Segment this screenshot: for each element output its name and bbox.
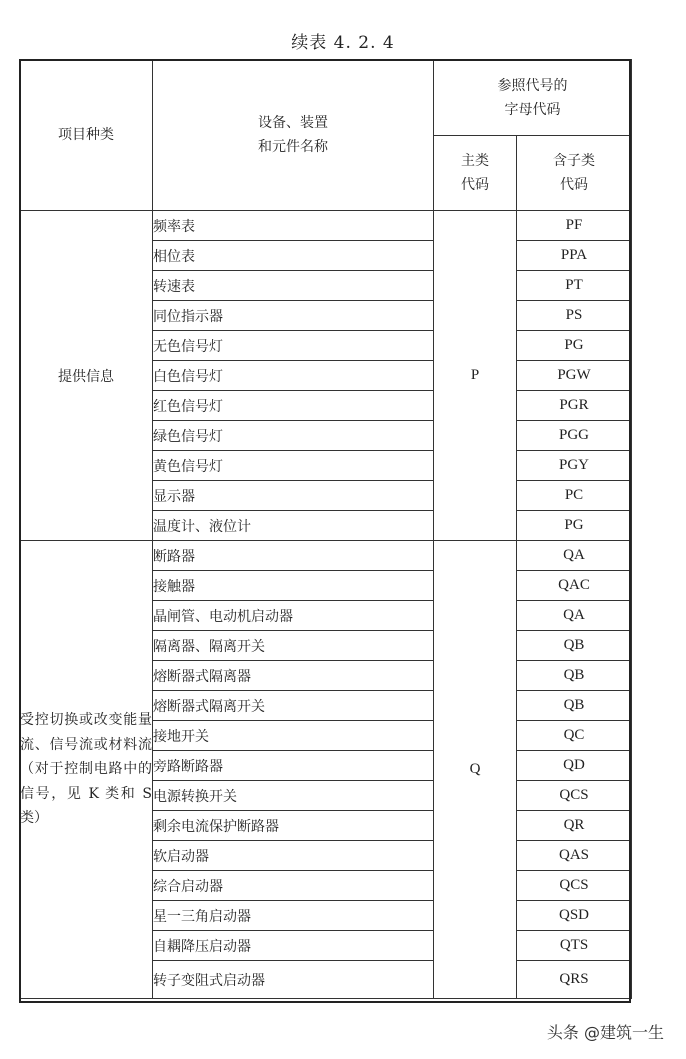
device-name-cell: 相位表: [153, 241, 434, 271]
sub-code-cell: QCS: [517, 871, 632, 901]
sub-code-cell: PS: [517, 301, 632, 331]
device-name-cell: 温度计、液位计: [153, 511, 434, 541]
sub-code-cell: PPA: [517, 241, 632, 271]
sub-code-cell: QTS: [517, 931, 632, 961]
device-name-cell: 频率表: [153, 211, 434, 241]
sub-code-cell: QB: [517, 661, 632, 691]
device-name-cell: 接触器: [153, 571, 434, 601]
device-name-cell: 同位指示器: [153, 301, 434, 331]
device-name-cell: 综合启动器: [153, 871, 434, 901]
device-name-cell: 转子变阻式启动器: [153, 961, 434, 999]
watermark: 头条 @建筑一生: [546, 1023, 664, 1042]
device-name-cell: 电源转换开关: [153, 781, 434, 811]
device-name-cell: 熔断器式隔离开关: [153, 691, 434, 721]
device-name-cell: 熔断器式隔离器: [153, 661, 434, 691]
device-name-cell: 晶闸管、电动机启动器: [153, 601, 434, 631]
sub-code-cell: QB: [517, 691, 632, 721]
sub-code-cell: QAS: [517, 841, 632, 871]
device-name-cell: 白色信号灯: [153, 361, 434, 391]
device-name-cell: 软启动器: [153, 841, 434, 871]
category-cell: 受控切换或改变能量流、信号流或材料流（对于控制电路中的信号，见 K 类和 S类）: [20, 541, 153, 999]
device-name-cell: 星一三角启动器: [153, 901, 434, 931]
device-name-cell: 黄色信号灯: [153, 451, 434, 481]
device-name-cell: 自耦降压启动器: [153, 931, 434, 961]
header-category: 项目种类: [20, 60, 153, 211]
sub-code-cell: PG: [517, 511, 632, 541]
device-name-cell: 剩余电流保护断路器: [153, 811, 434, 841]
device-name-cell: 无色信号灯: [153, 331, 434, 361]
sub-code-cell: QA: [517, 541, 632, 571]
header-main-code: 主类 代码: [434, 136, 517, 211]
device-name-cell: 绿色信号灯: [153, 421, 434, 451]
table-row: [20, 211, 632, 241]
main-code-cell: Q: [434, 541, 517, 999]
device-name-cell: 接地开关: [153, 721, 434, 751]
sub-code-cell: QCS: [517, 781, 632, 811]
sub-code-cell: PGR: [517, 391, 632, 421]
sub-code-cell: PF: [517, 211, 632, 241]
sub-code-cell: QA: [517, 601, 632, 631]
sub-code-cell: PGG: [517, 421, 632, 451]
sub-code-cell: QAC: [517, 571, 632, 601]
sub-code-cell: QB: [517, 631, 632, 661]
sub-code-cell: QC: [517, 721, 632, 751]
sub-code-cell: PC: [517, 481, 632, 511]
code-table: [19, 59, 632, 999]
sub-code-cell: QD: [517, 751, 632, 781]
sub-code-cell: PGY: [517, 451, 632, 481]
table-row: [20, 541, 632, 571]
sub-code-cell: QR: [517, 811, 632, 841]
category-cell: 提供信息: [20, 211, 153, 541]
sub-code-cell: PT: [517, 271, 632, 301]
header-sub-code: 含子类 代码: [517, 136, 632, 211]
device-name-cell: 隔离器、隔离开关: [153, 631, 434, 661]
table-caption: 续表 4. 2. 4: [291, 33, 395, 53]
main-code-cell: P: [434, 211, 517, 541]
header-device: 设备、装置 和元件名称: [153, 60, 434, 211]
device-name-cell: 断路器: [153, 541, 434, 571]
sub-code-cell: QRS: [517, 961, 632, 999]
device-name-cell: 旁路断路器: [153, 751, 434, 781]
device-name-cell: 显示器: [153, 481, 434, 511]
sub-code-cell: QSD: [517, 901, 632, 931]
sub-code-cell: PGW: [517, 361, 632, 391]
sub-code-cell: PG: [517, 331, 632, 361]
device-name-cell: 红色信号灯: [153, 391, 434, 421]
header-reference-code: 参照代号的 字母代码: [434, 60, 632, 136]
device-name-cell: 转速表: [153, 271, 434, 301]
